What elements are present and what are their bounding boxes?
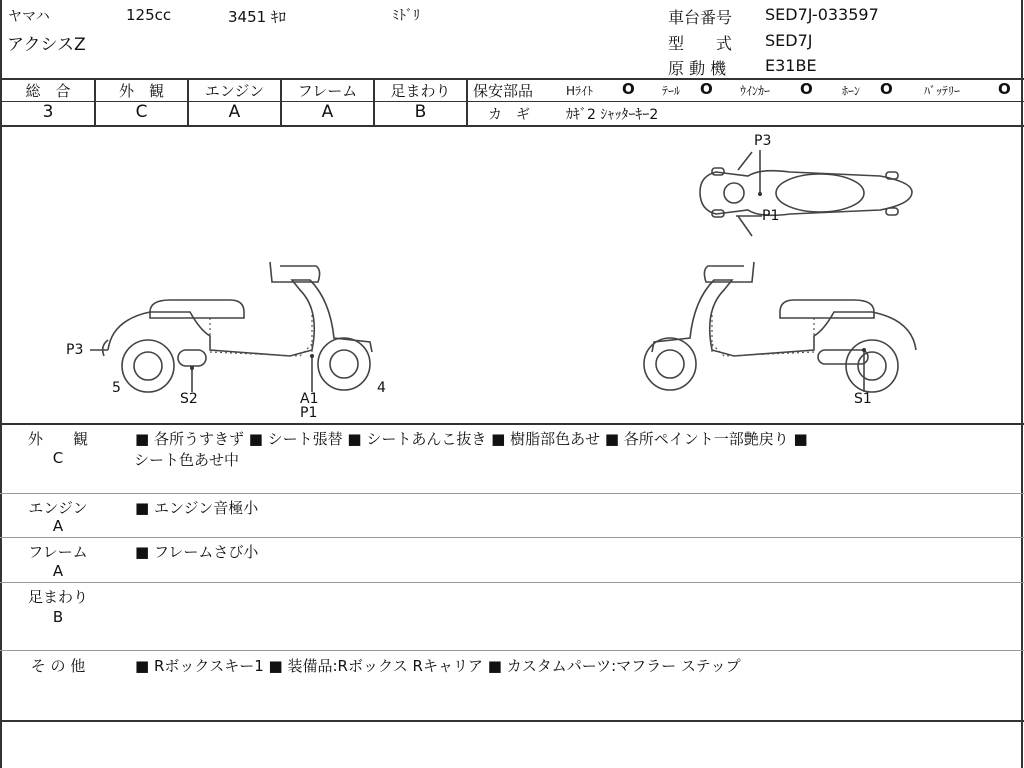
maker-name: ヤマハ	[8, 9, 50, 25]
safety-headlight-label: Hﾗｲﾄ	[566, 84, 594, 98]
engine-model-value: E31BE	[765, 56, 817, 75]
model-name: アクシスZ	[7, 35, 86, 55]
frame-no: SED7J-033597	[765, 5, 879, 24]
remark-label-engine: エンジン	[28, 499, 88, 517]
remark-label-exterior: 外 観	[27, 430, 88, 448]
diagram-right-s1: S1	[854, 391, 872, 407]
remark-grade-exterior: C	[52, 449, 64, 467]
key-value: ｶｷﾞ2 ｼｬｯﾀｰｷｰ2	[566, 107, 659, 123]
remark-label-suspension: 足まわり	[27, 588, 88, 606]
safety-battery-label: ﾊﾞｯﾃﾘｰ	[924, 84, 961, 98]
remark-text-frame: ■ フレームさび小	[135, 543, 259, 561]
safety-horn-label: ﾎｰﾝ	[842, 84, 861, 98]
diagram-left-4: 4	[377, 380, 386, 396]
grade-value-overall: 3	[42, 102, 54, 122]
diagram-left-p3: P3	[66, 342, 84, 358]
diagram-left-s2: S2	[180, 391, 198, 407]
grade-label-engine: エンジン	[204, 82, 265, 100]
diagram-left-a1: A1	[300, 391, 319, 407]
diagram-left-5: 5	[112, 380, 121, 396]
safety-winker-label: ｳｲﾝｶｰ	[740, 84, 771, 98]
vehicle-color: ﾐﾄﾞﾘ	[392, 8, 420, 24]
remark-grade-engine: A	[52, 517, 64, 535]
remark-text-exterior-line2: シート色あせ中	[134, 451, 240, 469]
grade-label-overall: 総 合	[25, 82, 71, 100]
grade-value-suspension: B	[414, 102, 427, 122]
diagram-top-p3: P3	[754, 133, 772, 149]
scooter-left-view	[90, 262, 372, 392]
safety-parts-title: 保安部品	[473, 82, 534, 100]
remark-label-other: そ の 他	[30, 657, 86, 675]
remark-text-exterior: ■ 各所うすきず ■ シート張替 ■ シートあんこ抜き ■ 樹脂部色あせ ■ 各所ペイント一部艶戻り ■	[135, 430, 808, 448]
grade-value-frame: A	[321, 102, 334, 122]
remark-label-frame: フレーム	[28, 543, 88, 561]
remark-grade-suspension: B	[52, 608, 64, 626]
mileage: 3451 ｷﾛ	[228, 8, 286, 26]
remark-text-engine: ■ エンジン音極小	[135, 499, 259, 517]
safety-tail-mark: O	[700, 80, 713, 98]
grade-value-engine: A	[228, 102, 241, 122]
frame-no-label: 車台番号	[668, 8, 733, 27]
key-label: カ ギ	[488, 107, 530, 123]
safety-battery-mark: O	[998, 80, 1011, 98]
remark-text-other: ■ Rボックスキー1 ■ 装備品:Rボックス Rキャリア ■ カスタムパーツ:マフラー ステップ	[135, 657, 741, 675]
diagram-left-p1: P1	[300, 405, 318, 421]
grade-label-suspension: 足まわり	[390, 82, 451, 100]
grade-label-exterior: 外 観	[118, 82, 164, 100]
remark-grade-frame: A	[52, 562, 64, 580]
safety-headlight-mark: O	[622, 80, 635, 98]
type-label: 型 式	[668, 34, 733, 53]
safety-tail-label: ﾃｰﾙ	[662, 84, 681, 98]
safety-horn-mark: O	[880, 80, 893, 98]
diagram-top-p1: P1	[762, 208, 780, 224]
engine-model-label: 原 動 機	[668, 59, 727, 78]
type-value: SED7J	[765, 31, 813, 50]
displacement: 125cc	[126, 6, 172, 24]
scooter-right-view	[644, 262, 916, 392]
grade-label-frame: フレーム	[297, 82, 358, 100]
safety-winker-mark: O	[800, 80, 813, 98]
scooter-top-view	[700, 150, 912, 236]
grade-value-exterior: C	[135, 102, 148, 122]
